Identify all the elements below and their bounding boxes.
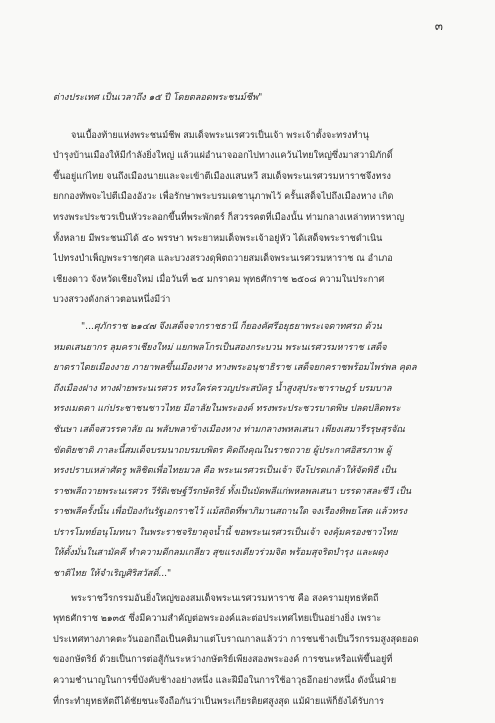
text-line: ต่างประเทศ เป็นเวลาถึง ๑๕ ปี โดยตลอดพระชนม์ชีพ" xyxy=(53,93,263,103)
paragraph-narrative xyxy=(53,126,445,311)
text-line: ความชำนาญในการขี่บังคับช้างอย่างหนึ่ง และฝีมือในการใช้อาวุธอีกอย่างหนึ่ง ดังนั้นฝ่าย xyxy=(53,676,397,687)
text-line: พุทธศักราช ๒๑๓๕ ซึ่งมีความสำคัญต่อพระองค์และต่อประเทศไทยเป็นอย่างยิ่ง เพราะ xyxy=(53,614,382,625)
text-line: ประเทศทางภาคตะวันออกถือเป็นคติมาแต่โบราณกาลแล้วว่า การชนช้างเป็นวีรกรรมสูงสุดยอด xyxy=(53,634,419,645)
text-line: ชาติไทย ให้จำเริญศิริสวัสดิ์..." xyxy=(53,569,172,580)
text-line: ถึงเมืองฝาง ทางฝ่ายพระนเรศวร ทรงใคร่ครวญประสบัครู น้ำสูงสุประชาราษฎร์ บรมบาล xyxy=(53,383,392,394)
page-number: ๓ xyxy=(434,19,443,33)
text-line: ของกษัตริย์ ด้วยเป็นการต่อสู้กันระหว่างกษัตริย์เพียงสองพระองค์ การชนะหรือแพ้ขึ้นอยู่ที่ xyxy=(53,655,393,666)
text-line: ทรงเมตตา แก่ประชาชนชาวไทย มีอาลัยในพระองค์ ทรงพระประชวรบาดพิษ ปลดปลิดพระ xyxy=(53,404,401,415)
text-line: ให้ตั้งมั่นในสามัคคี ทำความดีกลมเกลียว สุขแรงเดียวร่วมจิต พร้อมสุจริตบำรุง และผดุง xyxy=(53,548,388,559)
text-line: ทรงพระประชวรเป็นหัวระลอกขึ้นที่พระพักตร์ ก็สวรรคตที่เมืองนั้น ท่ามกลางเหล่าทหารหาญ xyxy=(53,212,405,223)
text-line: ขัดติยชาติ ภาละนี้สมเด็จบรมนาถบรมบพิตร คิดถึงคุณในราชถวาย ผู้ประกาศอิสรภาพ ผู้ xyxy=(53,445,392,456)
text-line: "...ศุภักราช ๒๑๔๗ จึงเสด็จจากราชธานี ก็ยองคัศรีอยุธยาพระเจตาทศรถ ด้วน xyxy=(81,321,382,332)
text-line: หมดเสนยากร ลุมคราเชียงใหม่ แยกพลโกรเป็นสองกระบวน พระนเรศวรมหาราช เสด็จ xyxy=(53,342,387,353)
text-line: พระราชวีรกรรมอันยิ่งใหญ่ของสมเด็จพระนเรศวรมหาราช คือ สงครามยุทธหัตถี xyxy=(71,593,379,604)
text-line: ยกกองทัพจะไปตีเมืองอังวะ เพื่อรักษาพระบรมเดชานุภาพไว้ ครั้นเสด็จไปถึงเมืองหาง เกิด xyxy=(53,192,394,203)
paragraph-proclamation-quote xyxy=(53,317,445,585)
text-line: ที่กระทำยุทธหัตถีได้ชัยชนะจึงถือกันว่าเป็นพระเกียรติยศสูงสุด แม้ฝ่ายแพ้ก็ยังได้รับการ xyxy=(53,696,384,707)
text-line: ไปทรงบำเพ็ญพระราชกุศล และบวงสรวงดุพิตถวายสมเด็จพระนเรศวรมหาราช ณ อำเภอ xyxy=(53,254,393,265)
text-line: ทั้งหลาย มีพระชนม์ได้ ๕๐ พรรษา พระยาหมเด็จพระเจ้าอยู่หัว ได้เสด็จพระราชดำเนิน xyxy=(53,233,383,244)
text-line: ขึ้นอยู่แก่ไทย จนถึงเมืองนายและจะเข้าตีเมืองแสนหวี สมเด็จพระนเรศวรมหาราชจึงทรง xyxy=(53,171,391,182)
text-line: ราชพลีถวายพระนเรศวร วีรัติเชษฐ์วีรกษัตริย์ ทั้งเป็นบัดพลีแก่พหลพลเสนา บรรดาสละชีวี เป็น xyxy=(53,486,412,497)
text-line: จนเบื้องท้ายแห่งพระชนม์ชีพ สมเด็จพระนเรศวรเป็นเจ้า พระเจ้าตั้งจะทรงทำนุ xyxy=(71,130,369,141)
document-body xyxy=(53,88,445,712)
paragraph-elephant-battle xyxy=(53,589,445,713)
text-line: ทรงปราบเหล่าศัตรู พลิชิตเพื่อไทยมวล คือ พระนเรศวรเป็นเจ้า จึงโปรดเกล้าให้จัดพิธี เป็น xyxy=(53,466,397,477)
text-line: ราชพลีครั้งนั้น เพื่อป้องกันรัฐเอกราชไว้ แม้สถิตที่พาภิมานสถานใด จงเรืองทิพยโสต แล้วทรง xyxy=(53,507,408,518)
paragraph-quote-continuation xyxy=(53,88,445,109)
text-line: ยาตราไตยเมืองงาย ภายาพลขึ้นเมืองหาง ทางพระอนุชาธิราช เสด็จยกคราชพร้อมไพร่พล คุดล xyxy=(53,363,417,374)
text-line: บำรุงบ้านเมืองให้มีกำลังยิ่งใหญ่ แล้วแผ่อำนาจออกไปทางแคว้นไทยใหญ่ซึ่งมาสวามิภักดิ์ xyxy=(53,151,393,162)
text-line: ปรารโมทย์อนุโมทนา ในพระราชจริยาดุจน้ำนี้ ขอพระนเรศวรเป็นเจ้า จงคุ้มครองชาวไทย xyxy=(53,527,398,538)
text-line: ชันษา เสด็จสวรรคาลัย ณ พลับพลาข้างเมืองหาง ท่ามกลางพหลเสนา เพียงเสมารีรรุษสุรจัณ xyxy=(53,424,405,435)
text-line: บวงสรวงดังกล่าวตอนหนึ่งมีว่า xyxy=(53,295,171,306)
text-line: เชียงดาว จังหวัดเชียงใหม่ เมื่อวันที่ ๒๕ มกราคม พุทธศักราช ๒๕๐๘ ความในประกาศ xyxy=(53,274,385,285)
